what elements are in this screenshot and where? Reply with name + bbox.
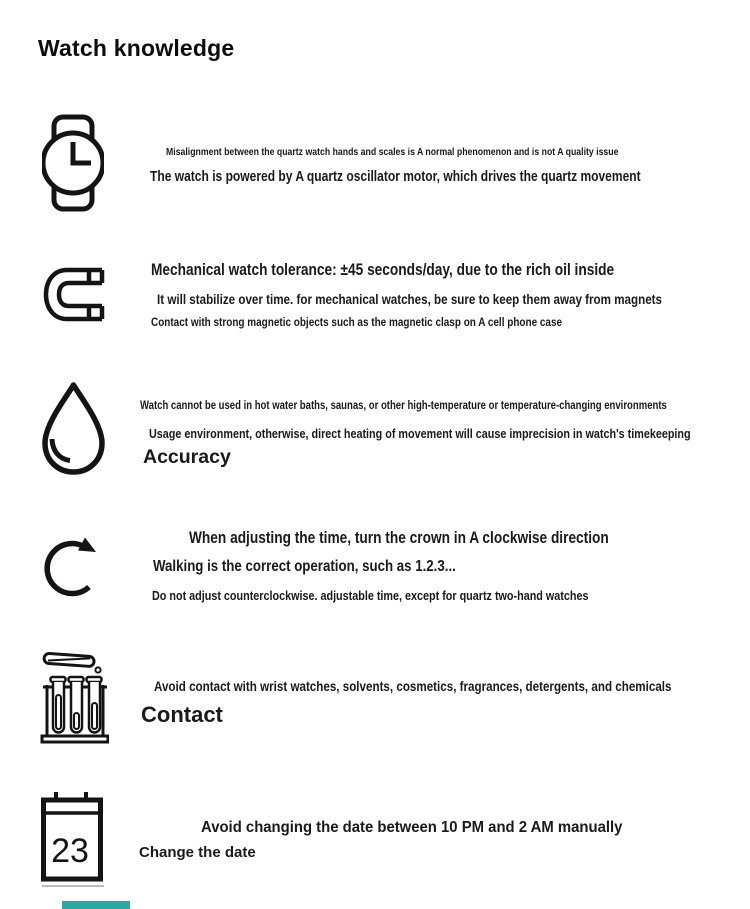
section-text: Watch cannot be used in hot water baths, saunas, or other high-temperature or temperature-changing environments [140, 400, 667, 412]
page-title: Watch knowledge [38, 35, 235, 61]
calendar-icon [41, 791, 103, 883]
calendar-shadow [42, 885, 104, 887]
section-text: The watch is powered by A quartz oscillator motor, which drives the quartz movement [150, 169, 641, 185]
section-text: Avoid changing the date between 10 PM and 2 AM manually [201, 819, 623, 836]
test-tubes-icon [40, 649, 109, 744]
water-drop-icon [40, 381, 107, 476]
calendar-day: 23 [51, 832, 89, 870]
section-label: Accuracy [143, 446, 231, 468]
watch-icon [42, 114, 104, 212]
section-text: When adjusting the time, turn the crown in A clockwise direction [189, 529, 609, 547]
section-text: Contact with strong magnetic objects such as the magnetic clasp on A cell phone case [151, 315, 563, 329]
clockwise-arrow-icon [41, 527, 102, 607]
section-text: It will stabilize over time. for mechanical watches, be sure to keep them away from magnets [157, 291, 662, 307]
section-text: Usage environment, otherwise, direct heating of movement will cause imprecision in watch's timekeeping [149, 426, 691, 441]
section-text: Misalignment between the quartz watch hands and scales is A normal phenomenon and is not A quality issue [166, 146, 619, 158]
section-text: Mechanical watch tolerance: ±45 seconds/day, due to the rich oil inside [151, 261, 615, 279]
section-text: Do not adjust counterclockwise. adjustable time, except for quartz two-hand watches [152, 588, 589, 603]
section-label: Contact [141, 702, 223, 727]
section-text: Avoid contact with wrist watches, solvents, cosmetics, fragrances, detergents, and chemicals [154, 678, 672, 694]
section-text: Change the date [139, 844, 256, 861]
magnet-icon [43, 267, 105, 322]
section-text: Walking is the correct operation, such as 1.2.3... [153, 558, 456, 575]
footer-accent-bar [62, 901, 130, 909]
